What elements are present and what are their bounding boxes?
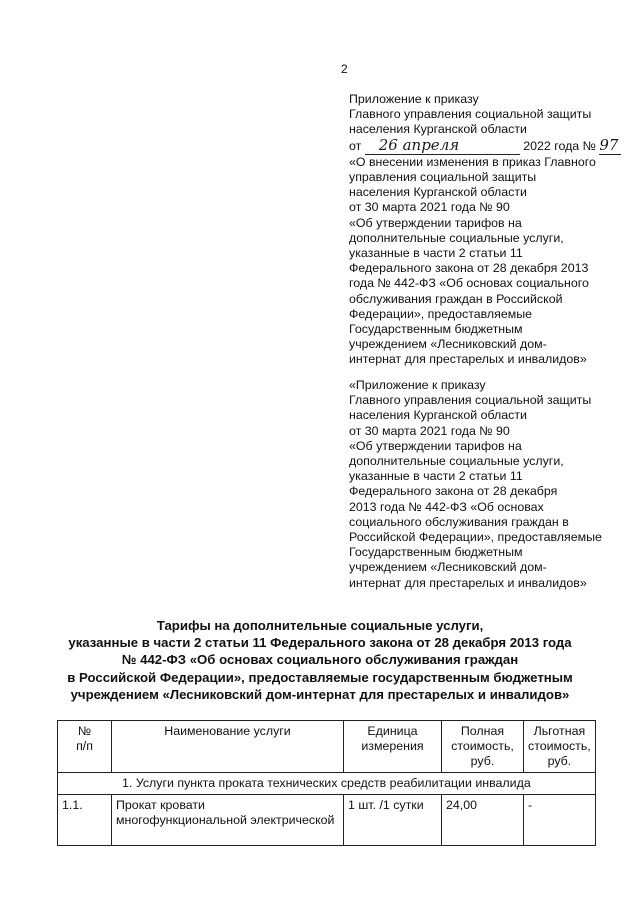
handwritten-number: 97 — [599, 135, 619, 154]
title-line: указанные в части 2 статьи 11 Федерального закона от 28 декабря 2013 года — [68, 635, 572, 651]
header-text: Полная — [460, 724, 505, 738]
appendix-line: Государственным бюджетным — [349, 322, 523, 337]
appendix-line: «Приложение к приказу — [349, 378, 486, 392]
page-number: 2 — [341, 62, 348, 76]
appendix-line: от 30 марта 2021 года № 90 — [349, 200, 510, 215]
appendix-line: 2013 года № 442-ФЗ «Об основах — [349, 499, 544, 514]
appendix-line: Российской Федерации», предоставляемые — [349, 530, 602, 545]
header-text: измерения — [361, 739, 424, 753]
appendix-line: года № 442-ФЗ «Об основах социального — [349, 276, 589, 291]
title-line: учреждением «Лесниковский дом-интернат для престарелых и инвалидов» — [70, 686, 570, 702]
appendix-line: Государственным бюджетным — [349, 545, 523, 560]
appendix-line: дополнительные социальные услуги, — [349, 230, 564, 245]
appendix-line: населения Курганской области — [349, 408, 527, 423]
date-suffix: 2022 года № — [523, 138, 596, 153]
appendix-line: интернат для престарелых и инвалидов» — [349, 575, 587, 590]
header-full-cost — [442, 721, 524, 773]
appendix-date-line — [349, 135, 619, 155]
date-field — [365, 135, 520, 155]
appendix-line: управления социальной защиты — [349, 170, 537, 185]
number-field — [599, 135, 621, 155]
appendix-line: обслуживания граждан в Российской — [349, 291, 563, 306]
appendix-line: дополнительные социальные услуги, — [349, 454, 564, 469]
appendix-line: Федерального закона от 28 декабря 2013 — [349, 261, 589, 276]
appendix-line: «Об утверждении тарифов на — [349, 215, 522, 230]
header-text: Единица — [367, 724, 418, 738]
title-line: в Российской Федерации», предоставляемые государственным бюджетным — [67, 669, 573, 685]
row-discount-cost: - — [524, 795, 596, 846]
appendix-line: указанные в части 2 статьи 11 — [349, 246, 523, 261]
row-full-cost: 24,00 — [442, 795, 524, 846]
row-unit: 1 шт. /1 сутки — [344, 795, 442, 846]
tariff-table — [57, 720, 596, 846]
section-title: 1. Услуги пункта проката технических средств реабилитации инвалида — [58, 773, 596, 795]
header-text: стоимость, — [528, 739, 591, 753]
header-name — [112, 721, 344, 773]
appendix-line: указанные в части 2 статьи 11 — [349, 469, 523, 484]
table-header-row — [58, 721, 596, 773]
header-text: Льготная — [533, 724, 586, 738]
header-text: № — [77, 724, 92, 738]
previous-appendix-header — [349, 378, 619, 591]
appendix-line: населения Курганской области — [349, 122, 527, 137]
appendix-line: Главного управления социальной защиты — [349, 393, 592, 408]
section-row — [58, 773, 596, 795]
header-unit — [344, 721, 442, 773]
appendix-line: учреждением «Лесниковский дом- — [349, 560, 547, 575]
header-text: п/п — [76, 739, 93, 753]
date-prefix: от — [349, 138, 362, 153]
row-num: 1.1. — [58, 795, 112, 846]
appendix-line: Приложение к приказу — [349, 92, 479, 106]
appendix-line: Главного управления социальной защиты — [349, 107, 592, 122]
title-line: Тарифы на дополнительные социальные услуги, — [156, 618, 484, 633]
appendix-line: интернат для престарелых и инвалидов» — [349, 352, 587, 367]
header-num — [58, 721, 112, 773]
appendix-line: «Об утверждении тарифов на — [349, 438, 522, 453]
header-discount-cost — [524, 721, 596, 773]
appendix-line: учреждением «Лесниковский дом- — [349, 337, 547, 352]
header-text: руб. — [547, 754, 572, 768]
row-service-name — [112, 795, 344, 846]
appendix-header — [349, 92, 619, 368]
header-text: стоимость, — [451, 739, 514, 753]
appendix-line: населения Курганской области — [349, 185, 527, 200]
appendix-line: Федерального закона от 28 декабря — [349, 484, 558, 499]
handwritten-date: 26 апреля — [378, 135, 460, 154]
service-name-text: Прокат кровати — [116, 798, 205, 812]
appendix-line: Федерации», предоставляемые — [349, 306, 533, 321]
appendix-line: «О внесении изменения в приказ Главного — [349, 154, 596, 169]
appendix-line: от 30 марта 2021 года № 90 — [349, 423, 510, 438]
appendix-line: социального обслуживания граждан в — [349, 514, 569, 529]
title-line: № 442-ФЗ «Об основах социального обслуживания граждан — [121, 652, 519, 668]
document-title — [40, 617, 600, 703]
table-row — [58, 795, 596, 846]
service-name-text: многофункциональной электрической — [116, 813, 335, 827]
header-text: руб. — [470, 754, 495, 768]
header-text: Наименование услуги — [164, 724, 291, 738]
